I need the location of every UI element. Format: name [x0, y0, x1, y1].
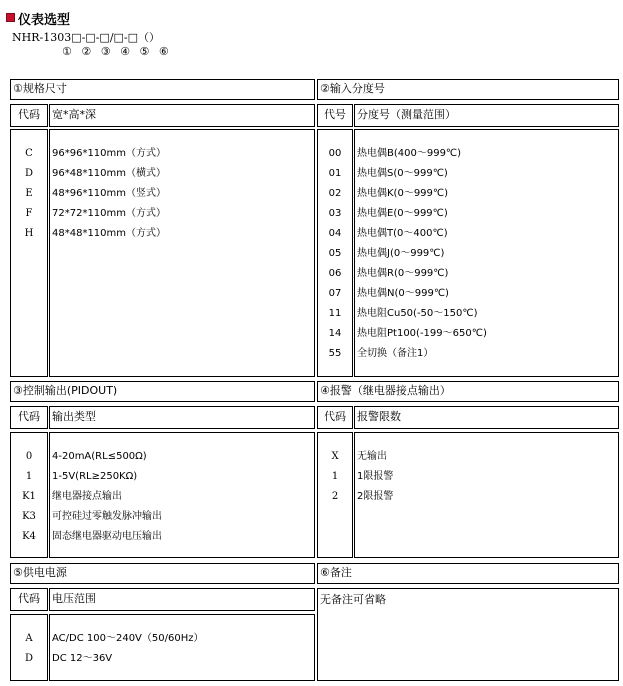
control-value: 固态继电器驱动电压输出 — [52, 531, 162, 542]
alarm-code-column — [317, 432, 353, 558]
input-col-value: 分度号（测量范围） — [354, 104, 619, 127]
input-code: 04 — [328, 228, 342, 239]
size-code: F — [25, 208, 33, 219]
input-value: 热电阻Cu50(-50～150℃) — [357, 308, 478, 319]
section-size-header: ①规格尺寸 — [10, 79, 315, 100]
note-box — [317, 588, 619, 681]
alarm-col-value: 报警限数 — [354, 406, 619, 429]
input-value: 全切换（备注1） — [357, 348, 434, 359]
input-code: 07 — [328, 288, 342, 299]
power-value: DC 12～36V — [52, 653, 113, 664]
input-code-column — [317, 129, 353, 377]
size-value: 96*48*110mm（横式） — [52, 168, 167, 179]
input-code: 01 — [328, 168, 342, 179]
size-code: D — [24, 168, 34, 179]
control-code: K3 — [22, 511, 36, 522]
alarm-code: X — [331, 451, 339, 462]
note-text: 无备注可省略 — [320, 593, 386, 606]
alarm-value: 1限报警 — [357, 471, 394, 482]
section-note-header: ⑥备注 — [317, 563, 619, 584]
size-value-column — [49, 129, 315, 377]
size-col-code: 代码 — [10, 104, 48, 127]
input-code: 02 — [328, 188, 342, 199]
alarm-value: 2限报警 — [357, 491, 394, 502]
size-value: 96*96*110mm（方式） — [52, 148, 167, 159]
control-value: 4-20mA(RL≤500Ω) — [52, 451, 147, 462]
section-alarm-header: ④报警（继电器接点输出） — [317, 381, 619, 402]
alarm-value: 无输出 — [357, 451, 387, 462]
input-col-code: 代号 — [317, 104, 353, 127]
marker-5: ⑤ — [139, 45, 150, 58]
title-bullet-icon — [6, 13, 15, 22]
alarm-code: 2 — [331, 491, 339, 502]
marker-4: ④ — [120, 45, 130, 58]
control-code: K1 — [22, 491, 36, 502]
position-markers — [62, 45, 175, 58]
input-value: 热电偶N(0～999℃) — [357, 288, 449, 299]
section-control-header: ③控制输出(PIDOUT) — [10, 381, 315, 402]
input-code: 00 — [328, 148, 342, 159]
size-value: 48*96*110mm（竖式） — [52, 188, 167, 199]
input-value: 热电阻Pt100(-199～650℃) — [357, 328, 487, 339]
size-col-value: 宽*高*深 — [49, 104, 315, 127]
section-power-header: ⑤供电电源 — [10, 563, 315, 584]
marker-2: ② — [81, 45, 92, 58]
size-code: C — [25, 148, 33, 159]
input-value: 热电偶B(400～999℃) — [357, 148, 462, 159]
input-value: 热电偶J(0～999℃) — [357, 248, 445, 259]
input-value-column — [354, 129, 619, 377]
size-code-column — [10, 129, 48, 377]
input-value: 热电偶K(0～999℃) — [357, 188, 449, 199]
marker-3: ③ — [100, 45, 111, 58]
power-code: A — [25, 633, 33, 644]
section-input-header: ②输入分度号 — [317, 79, 619, 100]
input-value: 热电偶S(0～999℃) — [357, 168, 448, 179]
input-value: 热电偶T(0～400℃) — [357, 228, 448, 239]
marker-6: ⑥ — [158, 45, 169, 58]
control-code: 0 — [25, 451, 33, 462]
control-col-value: 输出类型 — [49, 406, 315, 429]
alarm-col-code: 代码 — [317, 406, 353, 429]
marker-1: ① — [62, 45, 72, 58]
input-code: 55 — [328, 348, 342, 359]
control-value: 继电器接点输出 — [52, 491, 122, 502]
power-value: AC/DC 100～240V（50/60Hz） — [52, 633, 204, 644]
control-value: 可控硅过零触发脉冲输出 — [52, 511, 162, 522]
alarm-code: 1 — [331, 471, 339, 482]
control-code-column — [10, 432, 48, 558]
input-code: 06 — [328, 268, 342, 279]
input-value: 热电偶E(0～999℃) — [357, 208, 448, 219]
size-value: 72*72*110mm（方式） — [52, 208, 167, 219]
input-code: 05 — [328, 248, 342, 259]
power-code: D — [24, 653, 34, 664]
alarm-value-column — [354, 432, 619, 558]
power-value-column — [49, 614, 315, 681]
control-code: 1 — [25, 471, 33, 482]
model-code: NHR-1303□-□-□/□-□（） — [12, 31, 161, 44]
size-value: 48*48*110mm（方式） — [52, 228, 167, 239]
input-code: 14 — [328, 328, 342, 339]
power-code-column — [10, 614, 48, 681]
control-code: K4 — [22, 531, 36, 542]
page-title: 仪表选型 — [18, 13, 71, 28]
input-code: 03 — [328, 208, 342, 219]
control-value-column — [49, 432, 315, 558]
power-col-code: 代码 — [10, 588, 48, 611]
input-code: 11 — [328, 308, 342, 319]
size-code: E — [25, 188, 33, 199]
input-value: 热电偶R(0～999℃) — [357, 268, 449, 279]
power-col-value: 电压范围 — [49, 588, 315, 611]
size-code: H — [24, 228, 34, 239]
control-value: 1-5V(RL≥250KΩ) — [52, 471, 138, 482]
control-col-code: 代码 — [10, 406, 48, 429]
